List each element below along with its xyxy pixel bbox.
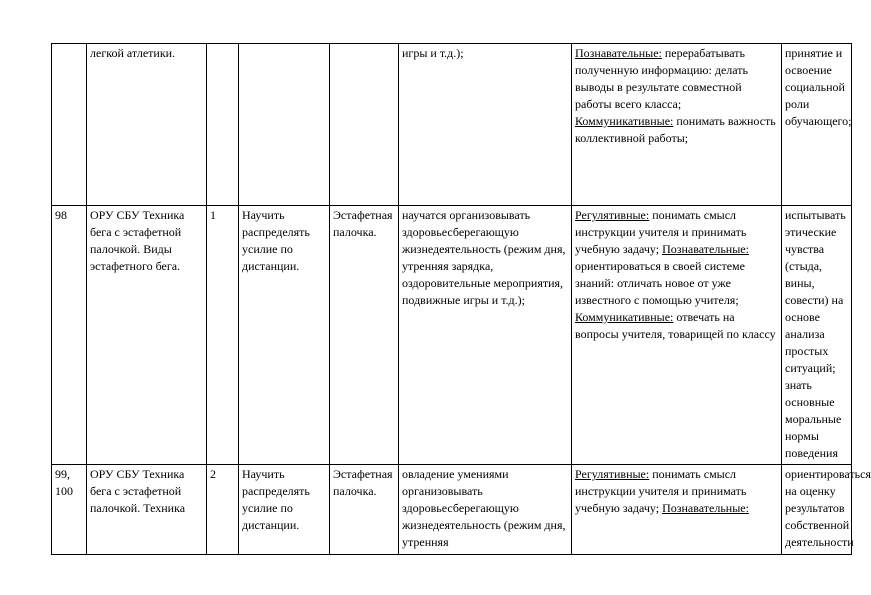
uud-text: перерабатывать полученную информацию: делать выводы в результате совместной работы всего класса; bbox=[575, 46, 748, 111]
hours-text: 2 bbox=[210, 467, 216, 481]
personal-results-cell bbox=[782, 206, 852, 465]
subject-results-text: научатся организовывать здоровьесберегающую жизнедеятельность (режим дня, утренняя зарядка, оздоровительные мероприятия, подвижные игры и т.д.); bbox=[402, 208, 566, 307]
lesson-topic-cell bbox=[87, 206, 207, 465]
lesson-topic-text: ОРУ СБУ Техника бега с эстафетной палочкой. Техника bbox=[90, 467, 186, 515]
subject-results-text: игры и т.д.); bbox=[402, 46, 464, 60]
lesson-number-cell bbox=[52, 44, 87, 206]
subject-results-cell bbox=[399, 465, 572, 555]
uud-category-label: Коммуникативные: bbox=[575, 310, 674, 324]
uud-cell bbox=[572, 465, 782, 555]
lesson-topic-cell bbox=[87, 465, 207, 555]
lesson-number-text: 98 bbox=[55, 208, 67, 222]
uud-text: понимать смысл инструкции учителя и принимать учебную задачу; bbox=[575, 467, 747, 515]
table-row bbox=[52, 44, 852, 206]
personal-results-text: испытывать этические чувства (стыда, вины, совести) на основе анализа простых ситуаций; знать основные моральные нормы поведения bbox=[785, 208, 846, 460]
lesson-number-text: 99, 100 bbox=[55, 467, 73, 498]
personal-results-text: ориентироваться на оценку результатов собственной деятельности bbox=[785, 467, 871, 549]
personal-results-cell bbox=[782, 465, 871, 555]
lesson-plan-table bbox=[51, 43, 871, 555]
uud-cell bbox=[572, 206, 782, 465]
uud-category-label: Познавательные: bbox=[662, 242, 749, 256]
equipment-text: Эстафетная палочка. bbox=[333, 467, 393, 498]
lesson-number-cell bbox=[52, 465, 87, 555]
lesson-topic-cell bbox=[87, 44, 207, 206]
subject-results-cell bbox=[399, 44, 572, 206]
goal-cell bbox=[239, 44, 330, 206]
uud-text: понимать смысл инструкции учителя и принимать учебную задачу; bbox=[575, 208, 747, 256]
personal-results-text: принятие и освоение социальной роли обучающего; bbox=[785, 46, 852, 128]
hours-cell bbox=[207, 465, 239, 555]
table-row bbox=[52, 465, 852, 555]
uud-category-label: Регулятивные: bbox=[575, 467, 650, 481]
personal-results-cell bbox=[782, 44, 852, 206]
goal-text: Научить распределять усилие по дистанции. bbox=[242, 467, 310, 532]
equipment-cell bbox=[330, 206, 399, 465]
hours-cell bbox=[207, 44, 239, 206]
uud-category-label: Познавательные: bbox=[575, 46, 662, 60]
goal-text: Научить распределять усилие по дистанции. bbox=[242, 208, 310, 273]
hours-cell bbox=[207, 206, 239, 465]
goal-cell bbox=[239, 465, 330, 555]
uud-text: отвечать на вопросы учителя, товарищей по классу bbox=[575, 310, 776, 341]
lesson-topic-text: легкой атлетики. bbox=[90, 46, 176, 60]
subject-results-text: овладение умениями организовывать здоровьесберегающую жизнедеятельность (режим дня, утренняя bbox=[402, 467, 566, 549]
subject-results-cell bbox=[399, 206, 572, 465]
equipment-cell bbox=[330, 465, 399, 555]
equipment-text: Эстафетная палочка. bbox=[333, 208, 393, 239]
lesson-number-cell bbox=[52, 206, 87, 465]
equipment-cell bbox=[330, 44, 399, 206]
uud-category-label: Коммуникативные: bbox=[575, 114, 674, 128]
hours-text: 1 bbox=[210, 208, 216, 222]
lesson-topic-text: ОРУ СБУ Техника бега с эстафетной палочкой. Виды эстафетного бега. bbox=[90, 208, 185, 273]
uud-category-label: Познавательные: bbox=[662, 501, 749, 515]
uud-category-label: Регулятивные: bbox=[575, 208, 650, 222]
goal-cell bbox=[239, 206, 330, 465]
table-body bbox=[52, 44, 871, 555]
uud-text: ориентироваться в своей системе знаний: отличать новое от уже известного с помощью учителя; bbox=[575, 259, 745, 307]
uud-text: понимать важность коллективной работы; bbox=[575, 114, 776, 145]
uud-cell bbox=[572, 44, 782, 206]
table-row bbox=[52, 206, 852, 465]
